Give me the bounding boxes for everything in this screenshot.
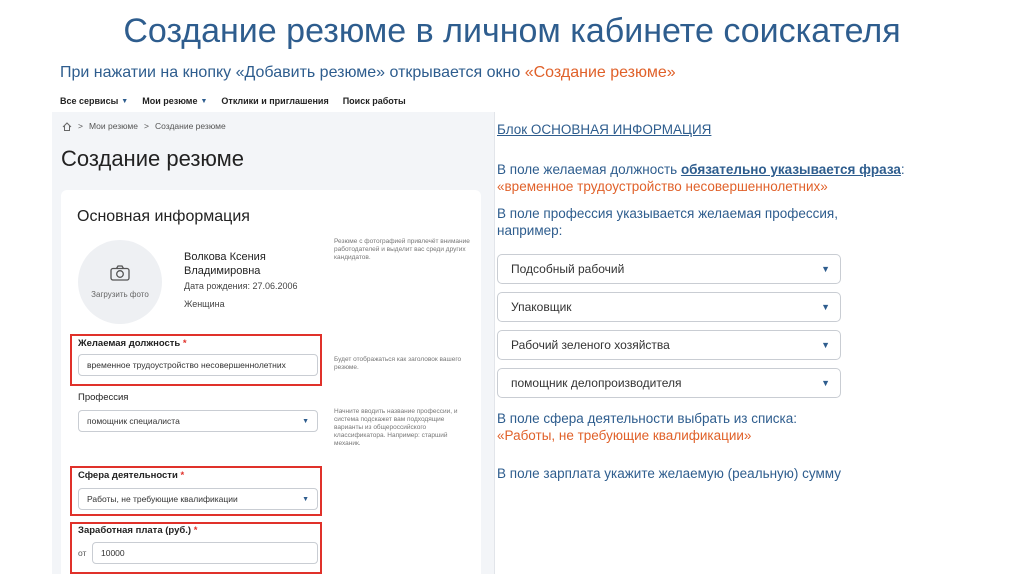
select-value: помощник специалиста — [87, 416, 180, 426]
select-value: Подсобный рабочий — [511, 262, 625, 276]
breadcrumb-my-resumes[interactable]: Мои резюме — [88, 121, 138, 131]
card-title: Основная информация — [77, 208, 250, 225]
annotation-profession: В поле профессия указывается желаемая профессия, например: — [497, 206, 838, 238]
slide-subtitle — [60, 64, 676, 82]
desired-position-hint: Будет отображаться как заголовок вашего резюме. — [334, 356, 462, 371]
subtitle-text: При нажатии на кнопку «Добавить резюме» открывается окно — [60, 64, 525, 81]
profession-hint: Начните вводить название профессии, и система подскажет вам подходящие варианты из общероссийского классификатора. Например: старший механик. — [334, 408, 458, 447]
chevron-down-icon: ▼ — [302, 496, 309, 503]
activity-phrase: «Работы, не требующие квалификации» — [497, 428, 752, 443]
nav-label: Отклики и приглашения — [221, 96, 329, 106]
select-value: помощник делопроизводителя — [511, 376, 682, 390]
person-dob: Дата рождения: 27.06.2006 — [184, 281, 298, 291]
annotation-activity — [497, 410, 967, 444]
breadcrumb-current: Создание резюме — [154, 121, 226, 131]
input-value: 10000 — [101, 548, 125, 558]
camera-icon — [110, 265, 130, 281]
position-bold: обязательно указывается фраза — [680, 162, 901, 177]
chevron-down-icon: ▼ — [302, 418, 309, 425]
chevron-down-icon: ▼ — [121, 97, 129, 105]
breadcrumb — [62, 121, 226, 131]
nav-job-search[interactable] — [343, 96, 406, 106]
page-title: Создание резюме — [61, 146, 245, 171]
required-mark: * — [180, 470, 185, 481]
input-value: временное трудоустройство несовершеннолетних — [87, 360, 286, 370]
breadcrumb-separator: > — [78, 121, 83, 131]
chevron-down-icon: ▼ — [821, 340, 830, 350]
photo-hint: Резюме с фотографией привлечёт внимание работодателей и выделит вас среди других кандидатов. — [334, 238, 470, 261]
label-text: Сфера деятельности — [78, 470, 178, 481]
nav-responses[interactable] — [221, 96, 328, 106]
profession-example-select[interactable] — [497, 330, 841, 360]
chevron-down-icon: ▼ — [821, 378, 830, 388]
profession-example-select[interactable] — [497, 292, 841, 322]
required-mark: * — [193, 525, 198, 536]
profession-example-select[interactable] — [497, 254, 841, 284]
salary-prefix: от — [78, 548, 87, 558]
position-text: В поле желаемая должность — [497, 162, 681, 177]
profession-select[interactable] — [78, 410, 318, 432]
highlight-field-of-activity — [70, 466, 322, 516]
nav-label: Все сервисы — [60, 96, 119, 106]
slide-title: Создание резюме в личном кабинете соискателя — [123, 12, 901, 50]
upload-photo-button[interactable] — [78, 240, 162, 324]
chevron-down-icon: ▼ — [821, 302, 830, 312]
site-nav — [60, 90, 495, 112]
highlight-desired-position — [70, 334, 322, 386]
highlight-salary — [70, 522, 322, 574]
nav-all-services[interactable] — [60, 96, 128, 106]
person-gender: Женщина — [184, 299, 225, 309]
block-title-text: Блок ОСНОВНАЯ ИНФОРМАЦИЯ — [497, 122, 712, 137]
label-text: Желаемая должность — [78, 338, 181, 349]
chevron-down-icon: ▼ — [200, 97, 208, 105]
annotation-block-title — [497, 121, 711, 138]
required-mark: * — [182, 338, 187, 349]
subtitle-highlight: «Создание резюме» — [524, 64, 676, 81]
nav-label: Мои резюме — [142, 96, 198, 106]
home-icon[interactable] — [62, 122, 72, 131]
nav-label: Поиск работы — [342, 96, 406, 106]
annotation-position — [497, 161, 967, 195]
chevron-down-icon: ▼ — [821, 264, 830, 274]
select-value: Рабочий зеленого хозяйства — [511, 338, 670, 352]
label-text: Заработная плата (руб.) — [78, 525, 192, 536]
activity-text: В поле сфера деятельности выбрать из списка: — [497, 411, 798, 426]
profession-example-select[interactable] — [497, 368, 841, 398]
upload-photo-label: Загрузить фото — [91, 290, 149, 299]
position-colon: : — [900, 162, 905, 177]
nav-my-resumes[interactable] — [142, 96, 207, 106]
select-value: Работы, не требующие квалификации — [87, 494, 238, 504]
breadcrumb-separator: > — [144, 121, 149, 131]
annotation-salary: В поле зарплата укажите желаемую (реальную) сумму — [497, 466, 841, 481]
person-name: Волкова Ксения Владимировна — [184, 251, 266, 277]
profession-label: Профессия — [78, 392, 129, 403]
select-value: Упаковщик — [511, 300, 572, 314]
position-phrase: «временное трудоустройство несовершеннолетних» — [497, 179, 828, 194]
